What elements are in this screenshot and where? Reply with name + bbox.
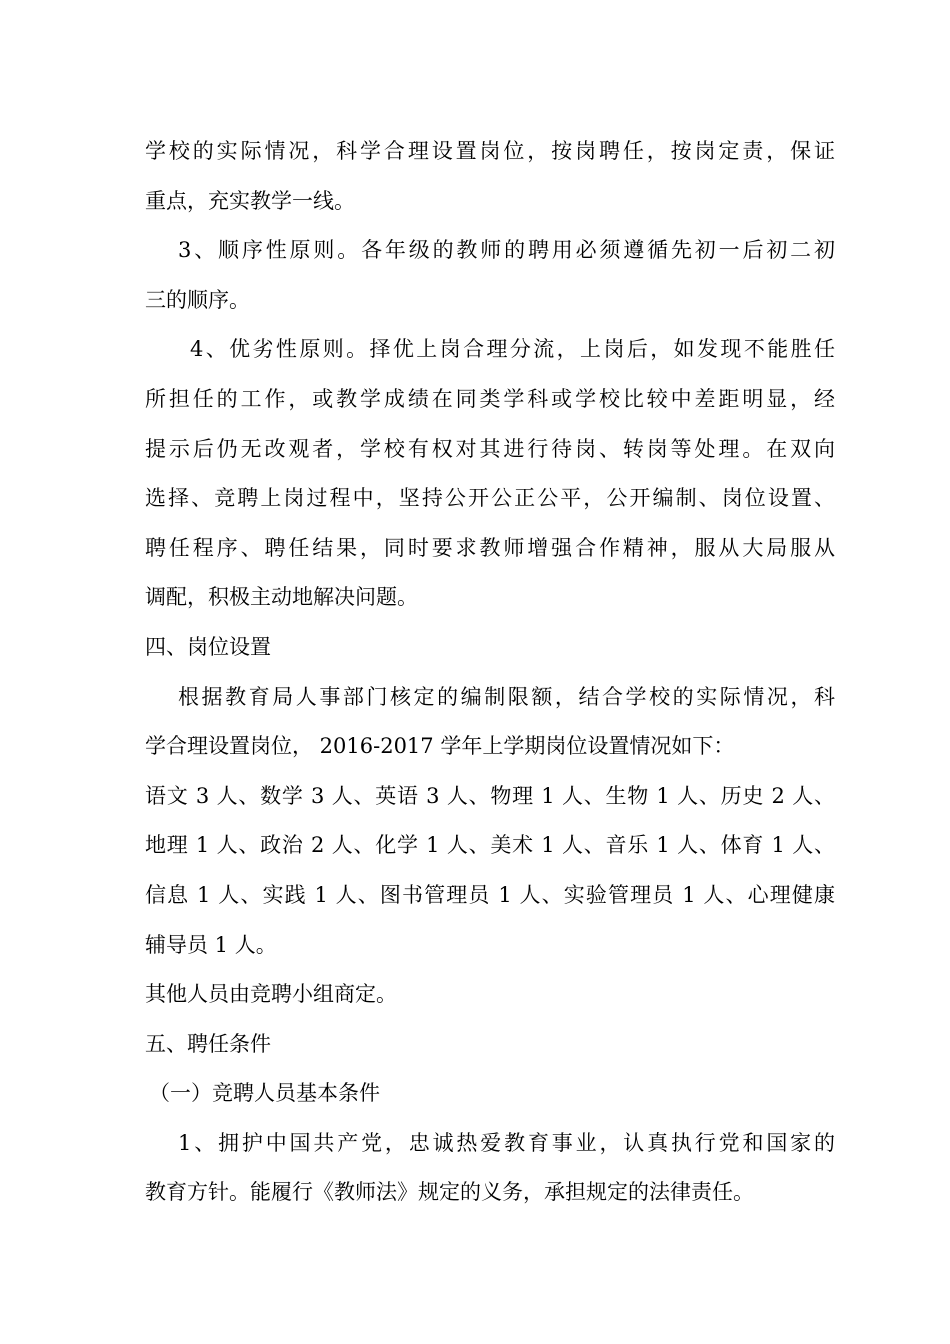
paragraph-line: 学合理设置岗位， 2016-2017 学年上学期岗位设置情况如下： [145, 734, 735, 759]
subsection-heading: （一）竞聘人员基本条件 [149, 1081, 380, 1106]
document-body [145, 127, 835, 1218]
paragraph-line: 其他人员由竞聘小组商定。 [145, 982, 397, 1007]
paragraph-line: 三的顺序。 [145, 287, 250, 312]
paragraph-line: 4、优劣性原则。择优上岗合理分流，上岗后，如发现不能胜任 [190, 337, 835, 362]
paragraph-line: 调配，积极主动地解决问题。 [145, 585, 418, 610]
paragraph-line: 重点，充实教学一线。 [145, 188, 355, 213]
paragraph-line: 提示后仍无改观者，学校有权对其进行待岗、转岗等处理。在双向 [145, 436, 835, 461]
paragraph-line: 学校的实际情况，科学合理设置岗位，按岗聘任，按岗定责，保证 [145, 139, 835, 163]
paragraph-line: 教育方针。能履行《教师法》规定的义务，承担规定的法律责任。 [145, 1180, 754, 1205]
paragraph-line: 信息 1 人、实践 1 人、图书管理员 1 人、实验管理员 1 人、心理健康 [145, 882, 835, 907]
paragraph-line: 3、顺序性原则。各年级的教师的聘用必须遵循先初一后初二初 [178, 238, 835, 263]
section-heading: 五、聘任条件 [145, 1031, 271, 1056]
paragraph-line: 1、拥护中国共产党，忠诚热爱教育事业，认真执行党和国家的 [178, 1130, 835, 1155]
paragraph-line: 地理 1 人、政治 2 人、化学 1 人、美术 1 人、音乐 1 人、体育 1 人、 [145, 833, 835, 858]
paragraph-line: 辅导员 1 人。 [145, 932, 277, 957]
paragraph-line: 聘任程序、聘任结果，同时要求教师增强合作精神，服从大局服从 [145, 535, 835, 560]
paragraph-line: 语文 3 人、数学 3 人、英语 3 人、物理 1 人、生物 1 人、历史 2 人、 [145, 783, 835, 808]
paragraph-line: 根据教育局人事部门核定的编制限额，结合学校的实际情况，科 [178, 684, 835, 709]
paragraph-line: 选择、竞聘上岗过程中，坚持公开公正公平，公开编制、岗位设置、 [145, 486, 835, 511]
section-heading: 四、岗位设置 [145, 634, 271, 659]
paragraph-line: 所担任的工作，或教学成绩在同类学科或学校比较中差距明显，经 [145, 386, 835, 411]
